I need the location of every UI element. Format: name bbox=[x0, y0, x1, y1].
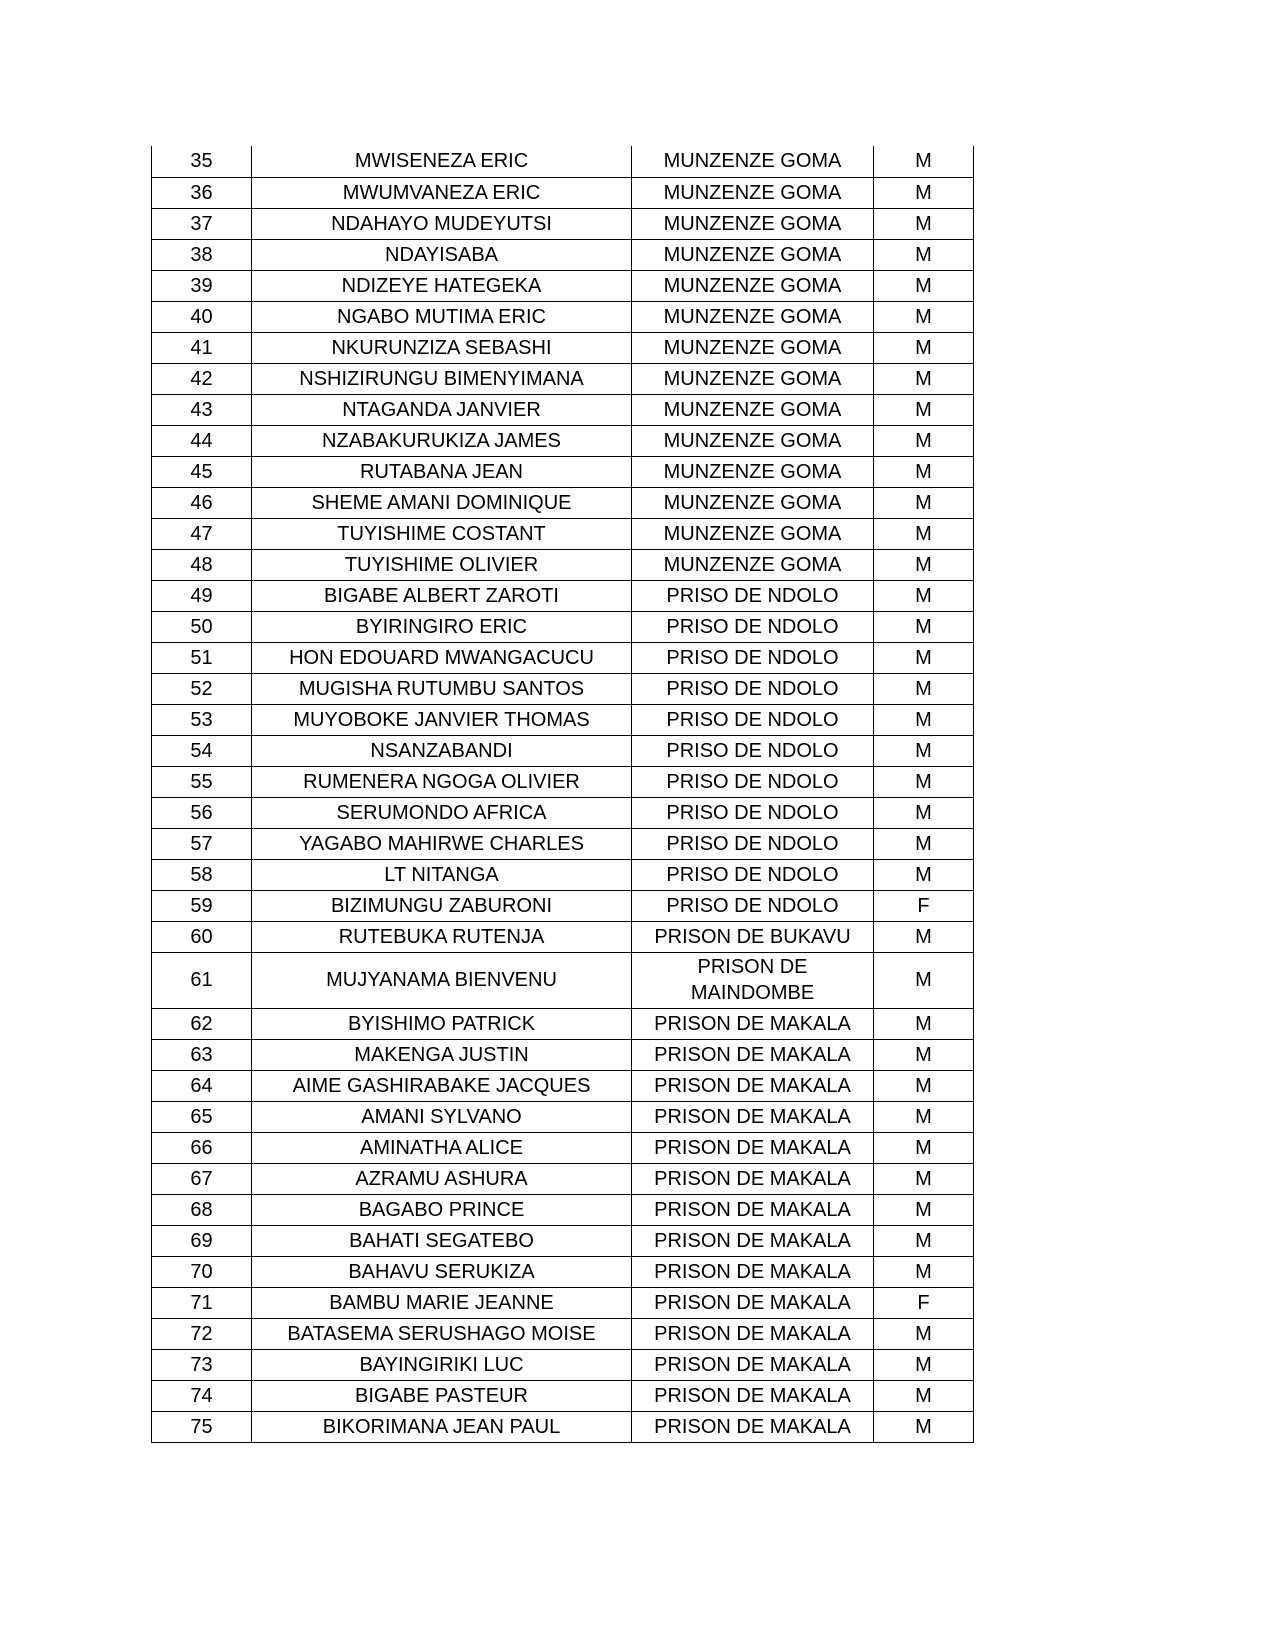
prison-cell: MUNZENZE GOMA bbox=[632, 549, 874, 580]
prison-cell: PRISO DE NDOLO bbox=[632, 828, 874, 859]
prison-cell: PRISON DE BUKAVU bbox=[632, 921, 874, 952]
prison-cell: PRISON DE MAKALA bbox=[632, 1039, 874, 1070]
prison-cell: PRISON DE MAINDOMBE bbox=[632, 952, 874, 1008]
name-cell: BAGABO PRINCE bbox=[252, 1194, 632, 1225]
row-number-cell: 48 bbox=[152, 549, 252, 580]
sex-cell: M bbox=[874, 828, 974, 859]
name-cell: MWUMVANEZA ERIC bbox=[252, 177, 632, 208]
row-number-cell: 67 bbox=[152, 1163, 252, 1194]
name-cell: NSANZABANDI bbox=[252, 735, 632, 766]
table-row bbox=[152, 1194, 974, 1225]
name-cell: TUYISHIME OLIVIER bbox=[252, 549, 632, 580]
sex-cell: M bbox=[874, 859, 974, 890]
name-cell: HON EDOUARD MWANGACUCU bbox=[252, 642, 632, 673]
sex-cell: M bbox=[874, 425, 974, 456]
row-number-cell: 57 bbox=[152, 828, 252, 859]
sex-cell: M bbox=[874, 1349, 974, 1380]
table-row bbox=[152, 890, 974, 921]
sex-cell: M bbox=[874, 1039, 974, 1070]
row-number-cell: 74 bbox=[152, 1380, 252, 1411]
table-row bbox=[152, 394, 974, 425]
table-row bbox=[152, 673, 974, 704]
sex-cell: M bbox=[874, 1380, 974, 1411]
sex-cell: M bbox=[874, 1411, 974, 1442]
prison-cell: PRISON DE MAKALA bbox=[632, 1225, 874, 1256]
name-cell: RUTEBUKA RUTENJA bbox=[252, 921, 632, 952]
name-cell: AZRAMU ASHURA bbox=[252, 1163, 632, 1194]
sex-cell: M bbox=[874, 611, 974, 642]
row-number-cell: 64 bbox=[152, 1070, 252, 1101]
prison-cell: PRISO DE NDOLO bbox=[632, 673, 874, 704]
row-number-cell: 49 bbox=[152, 580, 252, 611]
sex-cell: M bbox=[874, 239, 974, 270]
sex-cell: M bbox=[874, 1163, 974, 1194]
name-cell: MUYOBOKE JANVIER THOMAS bbox=[252, 704, 632, 735]
sex-cell: M bbox=[874, 1194, 974, 1225]
table-row bbox=[152, 1318, 974, 1349]
name-cell: BATASEMA SERUSHAGO MOISE bbox=[252, 1318, 632, 1349]
table-row bbox=[152, 425, 974, 456]
table-row bbox=[152, 487, 974, 518]
sex-cell: M bbox=[874, 177, 974, 208]
prison-cell: PRISON DE MAKALA bbox=[632, 1163, 874, 1194]
prison-cell: PRISO DE NDOLO bbox=[632, 642, 874, 673]
sex-cell: M bbox=[874, 549, 974, 580]
prison-cell: PRISON DE MAKALA bbox=[632, 1256, 874, 1287]
row-number-cell: 75 bbox=[152, 1411, 252, 1442]
name-cell: NZABAKURUKIZA JAMES bbox=[252, 425, 632, 456]
row-number-cell: 58 bbox=[152, 859, 252, 890]
prison-cell: MUNZENZE GOMA bbox=[632, 270, 874, 301]
name-cell: BIGABE ALBERT ZAROTI bbox=[252, 580, 632, 611]
prison-cell: PRISO DE NDOLO bbox=[632, 611, 874, 642]
table-row bbox=[152, 1349, 974, 1380]
row-number-cell: 41 bbox=[152, 332, 252, 363]
table-row bbox=[152, 177, 974, 208]
name-cell: BYISHIMO PATRICK bbox=[252, 1008, 632, 1039]
table-row bbox=[152, 1132, 974, 1163]
prison-cell: MUNZENZE GOMA bbox=[632, 456, 874, 487]
sex-cell: M bbox=[874, 766, 974, 797]
table-row bbox=[152, 1411, 974, 1442]
prison-cell: MUNZENZE GOMA bbox=[632, 394, 874, 425]
name-cell: NTAGANDA JANVIER bbox=[252, 394, 632, 425]
name-cell: RUTABANA JEAN bbox=[252, 456, 632, 487]
table-row bbox=[152, 1101, 974, 1132]
sex-cell: M bbox=[874, 487, 974, 518]
name-cell: BIKORIMANA JEAN PAUL bbox=[252, 1411, 632, 1442]
sex-cell: M bbox=[874, 797, 974, 828]
sex-cell: M bbox=[874, 704, 974, 735]
table-row bbox=[152, 642, 974, 673]
row-number-cell: 61 bbox=[152, 952, 252, 1008]
table-row bbox=[152, 270, 974, 301]
table-row bbox=[152, 1256, 974, 1287]
table-row bbox=[152, 456, 974, 487]
table-row bbox=[152, 766, 974, 797]
prison-cell: PRISO DE NDOLO bbox=[632, 797, 874, 828]
sex-cell: M bbox=[874, 270, 974, 301]
prison-cell: PRISO DE NDOLO bbox=[632, 735, 874, 766]
prison-cell: MUNZENZE GOMA bbox=[632, 239, 874, 270]
prison-cell: MUNZENZE GOMA bbox=[632, 208, 874, 239]
sex-cell: M bbox=[874, 1101, 974, 1132]
name-cell: BIGABE PASTEUR bbox=[252, 1380, 632, 1411]
name-cell: MUJYANAMA BIENVENU bbox=[252, 952, 632, 1008]
prison-cell: MUNZENZE GOMA bbox=[632, 518, 874, 549]
row-number-cell: 66 bbox=[152, 1132, 252, 1163]
table-row bbox=[152, 518, 974, 549]
table-row bbox=[152, 363, 974, 394]
row-number-cell: 38 bbox=[152, 239, 252, 270]
name-cell: MAKENGA JUSTIN bbox=[252, 1039, 632, 1070]
sex-cell: M bbox=[874, 332, 974, 363]
table-row bbox=[152, 1287, 974, 1318]
name-cell: SERUMONDO AFRICA bbox=[252, 797, 632, 828]
sex-cell: M bbox=[874, 394, 974, 425]
name-cell: NDAHAYO MUDEYUTSI bbox=[252, 208, 632, 239]
row-number-cell: 73 bbox=[152, 1349, 252, 1380]
name-cell: BYIRINGIRO ERIC bbox=[252, 611, 632, 642]
row-number-cell: 69 bbox=[152, 1225, 252, 1256]
row-number-cell: 70 bbox=[152, 1256, 252, 1287]
name-cell: MWISENEZA ERIC bbox=[252, 146, 632, 177]
row-number-cell: 52 bbox=[152, 673, 252, 704]
prison-cell: MUNZENZE GOMA bbox=[632, 177, 874, 208]
sex-cell: M bbox=[874, 735, 974, 766]
sex-cell: M bbox=[874, 1256, 974, 1287]
row-number-cell: 53 bbox=[152, 704, 252, 735]
sex-cell: M bbox=[874, 1132, 974, 1163]
prison-cell: PRISON DE MAKALA bbox=[632, 1101, 874, 1132]
row-number-cell: 47 bbox=[152, 518, 252, 549]
row-number-cell: 63 bbox=[152, 1039, 252, 1070]
name-cell: NKURUNZIZA SEBASHI bbox=[252, 332, 632, 363]
table-row bbox=[152, 1039, 974, 1070]
sex-cell: M bbox=[874, 1070, 974, 1101]
row-number-cell: 36 bbox=[152, 177, 252, 208]
name-cell: BAHAVU SERUKIZA bbox=[252, 1256, 632, 1287]
sex-cell: M bbox=[874, 673, 974, 704]
name-cell: LT NITANGA bbox=[252, 859, 632, 890]
row-number-cell: 39 bbox=[152, 270, 252, 301]
name-cell: BIZIMUNGU ZABURONI bbox=[252, 890, 632, 921]
sex-cell: M bbox=[874, 363, 974, 394]
table-row bbox=[152, 301, 974, 332]
row-number-cell: 56 bbox=[152, 797, 252, 828]
row-number-cell: 59 bbox=[152, 890, 252, 921]
row-number-cell: 54 bbox=[152, 735, 252, 766]
prison-cell: PRISO DE NDOLO bbox=[632, 890, 874, 921]
prison-cell: PRISON DE MAKALA bbox=[632, 1008, 874, 1039]
table-row bbox=[152, 797, 974, 828]
name-cell: NDAYISABA bbox=[252, 239, 632, 270]
table-row bbox=[152, 921, 974, 952]
table-row bbox=[152, 549, 974, 580]
sex-cell: M bbox=[874, 301, 974, 332]
name-cell: YAGABO MAHIRWE CHARLES bbox=[252, 828, 632, 859]
table-row bbox=[152, 1225, 974, 1256]
name-cell: NDIZEYE HATEGEKA bbox=[252, 270, 632, 301]
table-row bbox=[152, 952, 974, 1008]
table-row bbox=[152, 735, 974, 766]
sex-cell: M bbox=[874, 518, 974, 549]
sex-cell: M bbox=[874, 1225, 974, 1256]
name-cell: AMINATHA ALICE bbox=[252, 1132, 632, 1163]
prison-cell: MUNZENZE GOMA bbox=[632, 146, 874, 177]
sex-cell: M bbox=[874, 456, 974, 487]
table-row bbox=[152, 704, 974, 735]
prison-cell: PRISON DE MAKALA bbox=[632, 1194, 874, 1225]
row-number-cell: 55 bbox=[152, 766, 252, 797]
prison-cell: PRISON DE MAKALA bbox=[632, 1132, 874, 1163]
prison-cell: PRISO DE NDOLO bbox=[632, 704, 874, 735]
row-number-cell: 62 bbox=[152, 1008, 252, 1039]
sex-cell: M bbox=[874, 208, 974, 239]
table-row bbox=[152, 239, 974, 270]
sex-cell: M bbox=[874, 146, 974, 177]
name-cell: NGABO MUTIMA ERIC bbox=[252, 301, 632, 332]
table-row bbox=[152, 332, 974, 363]
name-cell: MUGISHA RUTUMBU SANTOS bbox=[252, 673, 632, 704]
sex-cell: M bbox=[874, 952, 974, 1008]
table-row bbox=[152, 208, 974, 239]
table-row bbox=[152, 828, 974, 859]
name-cell: SHEME AMANI DOMINIQUE bbox=[252, 487, 632, 518]
prison-cell: PRISO DE NDOLO bbox=[632, 580, 874, 611]
table-row bbox=[152, 611, 974, 642]
row-number-cell: 71 bbox=[152, 1287, 252, 1318]
prison-cell: MUNZENZE GOMA bbox=[632, 487, 874, 518]
prison-cell: MUNZENZE GOMA bbox=[632, 425, 874, 456]
row-number-cell: 60 bbox=[152, 921, 252, 952]
prison-cell: MUNZENZE GOMA bbox=[632, 363, 874, 394]
row-number-cell: 40 bbox=[152, 301, 252, 332]
table-row bbox=[152, 1380, 974, 1411]
name-cell: NSHIZIRUNGU BIMENYIMANA bbox=[252, 363, 632, 394]
row-number-cell: 50 bbox=[152, 611, 252, 642]
table-row bbox=[152, 859, 974, 890]
name-cell: AIME GASHIRABAKE JACQUES bbox=[252, 1070, 632, 1101]
sex-cell: M bbox=[874, 580, 974, 611]
table-row bbox=[152, 580, 974, 611]
name-cell: BAYINGIRIKI LUC bbox=[252, 1349, 632, 1380]
table-body bbox=[152, 146, 974, 1442]
row-number-cell: 45 bbox=[152, 456, 252, 487]
row-number-cell: 65 bbox=[152, 1101, 252, 1132]
row-number-cell: 42 bbox=[152, 363, 252, 394]
prison-cell: PRISON DE MAKALA bbox=[632, 1411, 874, 1442]
prison-cell: PRISON DE MAKALA bbox=[632, 1287, 874, 1318]
sex-cell: M bbox=[874, 1318, 974, 1349]
prison-cell: PRISON DE MAKALA bbox=[632, 1070, 874, 1101]
name-cell: TUYISHIME COSTANT bbox=[252, 518, 632, 549]
name-cell: BAMBU MARIE JEANNE bbox=[252, 1287, 632, 1318]
prison-cell: PRISON DE MAKALA bbox=[632, 1349, 874, 1380]
row-number-cell: 37 bbox=[152, 208, 252, 239]
row-number-cell: 51 bbox=[152, 642, 252, 673]
row-number-cell: 43 bbox=[152, 394, 252, 425]
name-cell: AMANI SYLVANO bbox=[252, 1101, 632, 1132]
name-cell: BAHATI SEGATEBO bbox=[252, 1225, 632, 1256]
table-row bbox=[152, 1163, 974, 1194]
name-cell: RUMENERA NGOGA OLIVIER bbox=[252, 766, 632, 797]
row-number-cell: 35 bbox=[152, 146, 252, 177]
prison-cell: PRISON DE MAKALA bbox=[632, 1318, 874, 1349]
sex-cell: F bbox=[874, 1287, 974, 1318]
table-row bbox=[152, 1008, 974, 1039]
prison-cell: PRISON DE MAKALA bbox=[632, 1380, 874, 1411]
table-row bbox=[152, 146, 974, 177]
row-number-cell: 46 bbox=[152, 487, 252, 518]
prison-cell: MUNZENZE GOMA bbox=[632, 301, 874, 332]
table-row bbox=[152, 1070, 974, 1101]
prison-cell: PRISO DE NDOLO bbox=[632, 766, 874, 797]
sex-cell: M bbox=[874, 1008, 974, 1039]
sex-cell: M bbox=[874, 642, 974, 673]
prison-cell: PRISO DE NDOLO bbox=[632, 859, 874, 890]
prisoner-list-table bbox=[151, 146, 974, 1443]
row-number-cell: 68 bbox=[152, 1194, 252, 1225]
sex-cell: F bbox=[874, 890, 974, 921]
prison-cell: MUNZENZE GOMA bbox=[632, 332, 874, 363]
row-number-cell: 72 bbox=[152, 1318, 252, 1349]
row-number-cell: 44 bbox=[152, 425, 252, 456]
sex-cell: M bbox=[874, 921, 974, 952]
